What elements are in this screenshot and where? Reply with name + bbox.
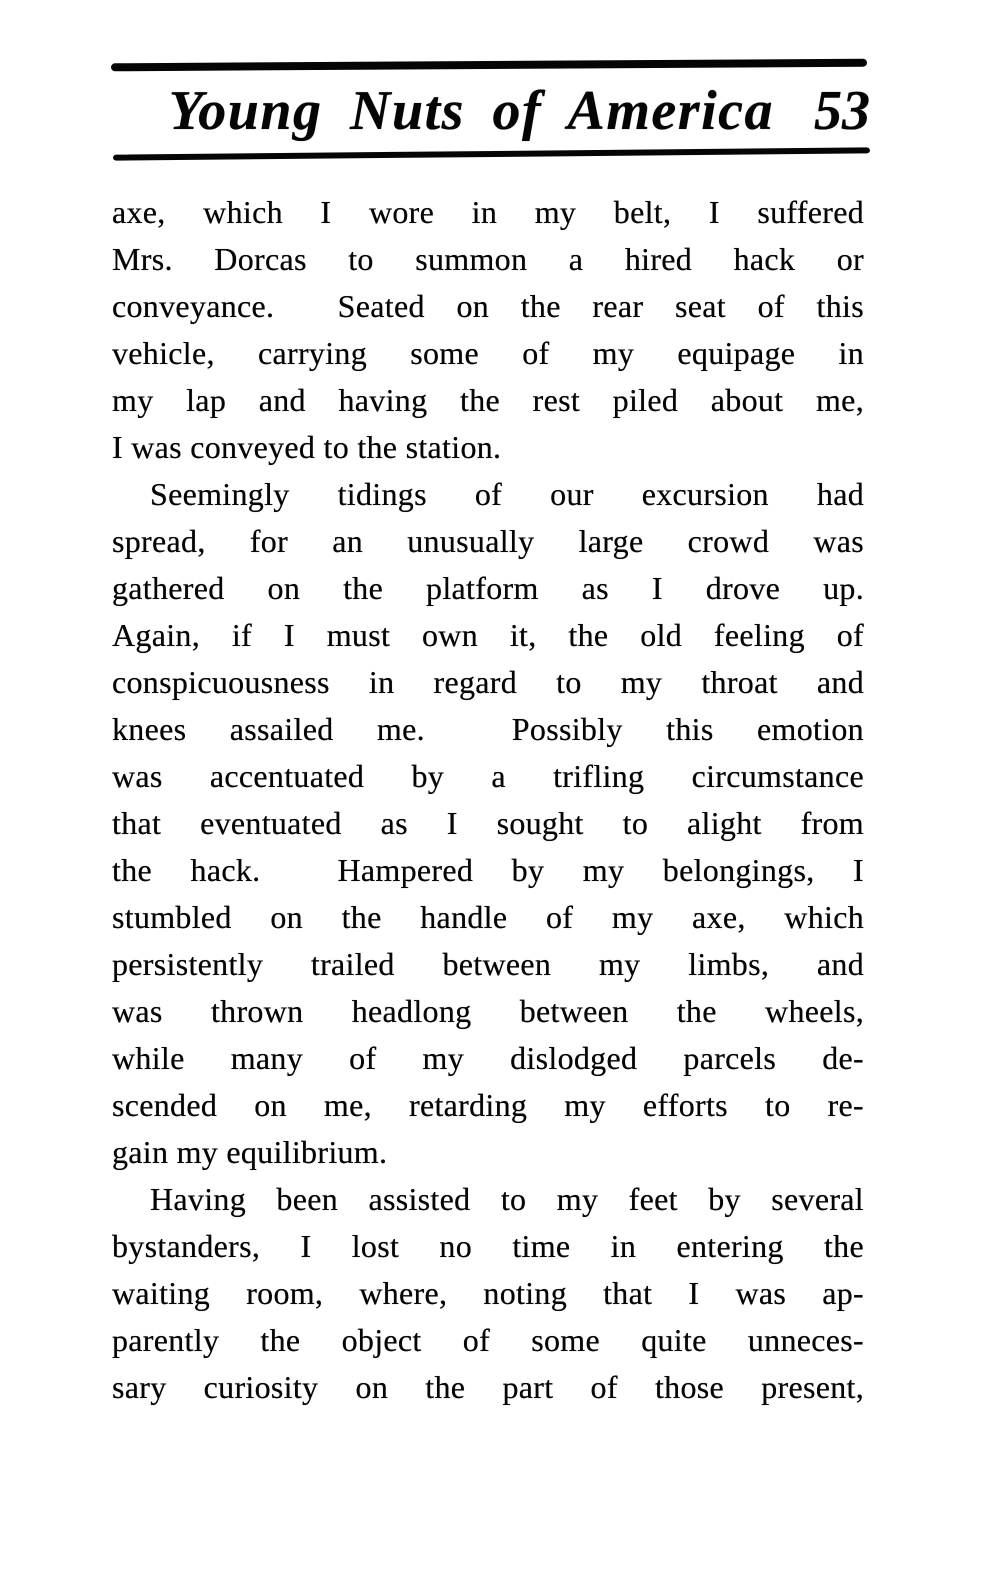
- header-rule-bottom: [113, 147, 870, 160]
- text-line: my lap and having the rest piled about me,: [112, 382, 864, 418]
- page-number: 53: [814, 80, 870, 142]
- page-header-title: Young Nuts of America: [168, 80, 774, 142]
- text-line: bystanders, I lost no time in entering the: [112, 1228, 864, 1264]
- text-line: stumbled on the handle of my axe, which: [112, 899, 864, 935]
- text-line: Having been assisted to my feet by several: [150, 1181, 864, 1217]
- text-line: waiting room, where, noting that I was ap-: [112, 1275, 864, 1311]
- text-line: Mrs. Dorcas to summon a hired hack or: [112, 241, 864, 277]
- header-rule-top: [111, 59, 867, 72]
- text-line: the hack. Hampered by my belongings, I: [112, 852, 864, 888]
- text-line: parently the object of some quite unneces-: [112, 1322, 864, 1358]
- body-text: [112, 189, 864, 1411]
- text-line: that eventuated as I sought to alight from: [112, 805, 864, 841]
- text-line: while many of my dislodged parcels de-: [112, 1040, 864, 1076]
- text-line: vehicle, carrying some of my equipage in: [112, 335, 864, 371]
- text-line: I was conveyed to the station.: [112, 429, 502, 465]
- text-line: was thrown headlong between the wheels,: [112, 993, 864, 1029]
- text-line: sary curiosity on the part of those present,: [112, 1369, 864, 1405]
- text-line: was accentuated by a trifling circumstance: [112, 758, 864, 794]
- text-line: conveyance. Seated on the rear seat of this: [112, 288, 864, 324]
- text-line: conspicuousness in regard to my throat and: [112, 664, 864, 700]
- text-line: gain my equilibrium.: [112, 1134, 388, 1170]
- text-line: Again, if I must own it, the old feeling of: [112, 617, 864, 653]
- text-line: gathered on the platform as I drove up.: [112, 570, 864, 606]
- text-line: spread, for an unusually large crowd was: [112, 523, 864, 559]
- text-line: axe, which I wore in my belt, I suffered: [112, 194, 864, 230]
- text-line: Seemingly tidings of our excursion had: [150, 476, 864, 512]
- text-line: persistently trailed between my limbs, and: [112, 946, 864, 982]
- text-line: scended on me, retarding my efforts to re-: [112, 1087, 864, 1123]
- text-line: knees assailed me. Possibly this emotion: [112, 711, 864, 747]
- running-head: [113, 76, 870, 146]
